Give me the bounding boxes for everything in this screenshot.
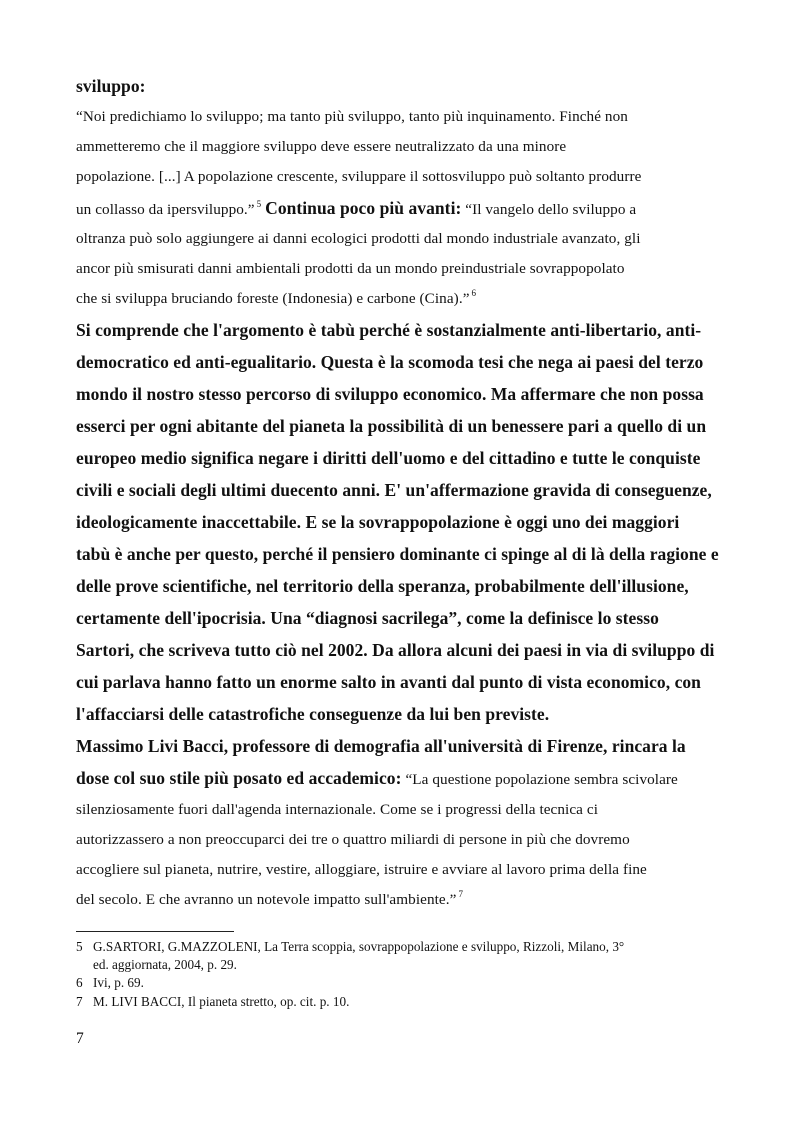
quote-text: che si sviluppa bruciando foreste (Indonesia) e carbone (Cina).”	[76, 290, 470, 307]
quote-line	[76, 198, 636, 219]
page-number: 7	[76, 1030, 84, 1047]
quote-line: ancor più smisurati danni ambientali prodotti da un mondo preindustriale sovrappopolato	[76, 260, 625, 277]
text-line: democratico ed anti-egualitario. Questa è la scomoda tesi che nega ai paesi del terzo	[76, 352, 704, 372]
footnote-7	[76, 994, 349, 1010]
text-line: Sartori, che scriveva tutto ciò nel 2002. Da allora alcuni dei paesi in via di sviluppo di	[76, 640, 715, 660]
footnote-text: M. LIVI BACCI, Il pianeta stretto, op. cit. p. 10.	[93, 994, 350, 1009]
text-line: europeo medio significa negare i diritti dell'uomo e del cittadino e tutte le conquiste	[76, 448, 701, 468]
quote-line	[76, 891, 463, 909]
text-line: certamente dell'ipocrisia. Una “diagnosi sacrilega”, come la definisce lo stesso	[76, 608, 659, 628]
bold-text: dose col suo stile più posato ed accademico:	[76, 768, 402, 788]
footnote-5-continuation: ed. aggiornata, 2004, p. 29.	[93, 957, 237, 972]
footnote-number: 6	[76, 975, 83, 990]
quote-line: ammetteremo che il maggiore sviluppo deve essere neutralizzato da una minore	[76, 138, 567, 155]
quote-line: silenziosamente fuori dall'agenda internazionale. Come se i progressi della tecnica ci	[76, 801, 598, 818]
footnote-ref[interactable]: 6	[471, 288, 477, 298]
quote-line: accogliere sul pianeta, nutrire, vestire, alloggiare, istruire e avviare al lavoro prima della fine	[76, 861, 647, 878]
footnote-5	[76, 939, 624, 955]
bold-text: Continua poco più avanti:	[265, 198, 462, 218]
footnote-text: G.SARTORI, G.MAZZOLENI, La Terra scoppia, sovrappopolazione e sviluppo, Rizzoli, Milano, 3°	[93, 939, 625, 954]
quote-text: un collasso da ipersviluppo.”	[76, 201, 255, 218]
text-line: delle prove scientifiche, nel territorio della speranza, probabilmente dell'illusione,	[76, 576, 689, 596]
footnote-number: 5	[76, 939, 83, 954]
text-line: tabù è anche per questo, perché il pensiero dominante ci spinge al di là della ragione e	[76, 544, 719, 564]
text-line: sviluppo:	[76, 76, 146, 96]
footnote-ref[interactable]: 5	[256, 199, 262, 209]
quote-line: autorizzassero a non preoccuparci dei tre o quattro miliardi di persone in più che dovremo	[76, 831, 630, 848]
mixed-line	[76, 768, 678, 789]
footnote-text: Ivi, p. 69.	[93, 975, 144, 990]
footnote-ref[interactable]: 7	[458, 889, 464, 899]
footnote-number: 7	[76, 994, 83, 1009]
quote-line: oltranza può solo aggiungere ai danni ecologici prodotti dal mondo industriale avanzato, gli	[76, 230, 641, 247]
text-line: ideologicamente inaccettabile. E se la sovrappopolazione è oggi uno dei maggiori	[76, 512, 680, 532]
text-line: Si comprende che l'argomento è tabù perché è sostanzialmente anti-libertario, anti-	[76, 320, 702, 340]
footnote-separator	[76, 931, 234, 932]
text-line: esserci per ogni abitante del pianeta la possibilità di un benessere pari a quello di un	[76, 416, 707, 436]
quote-line: popolazione. [...] A popolazione crescente, sviluppare il sottosviluppo può soltanto produrre	[76, 168, 642, 185]
quote-line: “Noi predichiamo lo sviluppo; ma tanto più sviluppo, tanto più inquinamento. Finché non	[76, 108, 628, 125]
text-line: Massimo Livi Bacci, professore di demografia all'università di Firenze, rincara la	[76, 736, 686, 756]
quote-text: del secolo. E che avranno un notevole impatto sull'ambiente.”	[76, 891, 457, 908]
text-line: mondo il nostro stesso percorso di sviluppo economico. Ma affermare che non possa	[76, 384, 704, 404]
text-line: civili e sociali degli ultimi duecento anni. E' un'affermazione gravida di conseguenze,	[76, 480, 712, 500]
quote-line	[76, 290, 476, 308]
footnote-6	[76, 975, 144, 991]
text-line: cui parlava hanno fatto un enorme salto in avanti dal punto di vista economico, con	[76, 672, 701, 692]
quote-text: “La questione popolazione sembra scivolare	[405, 771, 678, 788]
text-line: l'affacciarsi delle catastrofiche conseguenze da lui ben previste.	[76, 704, 550, 724]
quote-text: “Il vangelo dello sviluppo a	[465, 201, 637, 218]
